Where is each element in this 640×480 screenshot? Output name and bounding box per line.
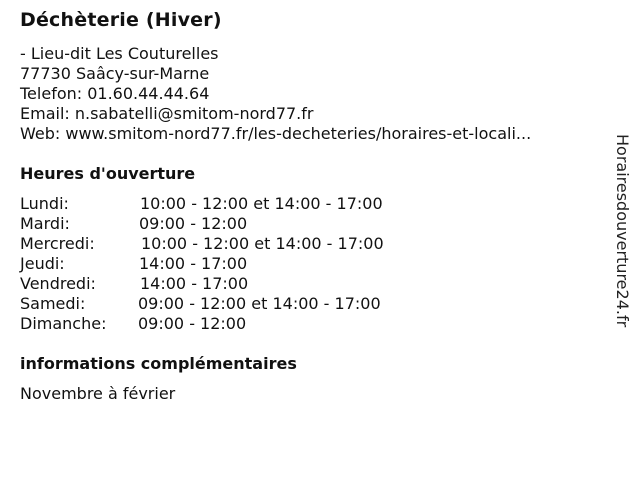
day-label: Samedi: <box>20 294 86 313</box>
day-label: Vendredi: <box>20 274 96 293</box>
day-hours: 10:00 - 12:00 et 14:00 - 17:00 <box>141 234 384 253</box>
day-label: Mercredi: <box>20 234 95 253</box>
website-link[interactable]: Web: www.smitom-nord77.fr/les-decheteries/horaires-et-locali... <box>20 124 532 143</box>
address-block <box>20 44 531 144</box>
day-hours: 14:00 - 17:00 <box>140 274 249 293</box>
day-label: Jeudi: <box>20 254 65 273</box>
site-watermark: Horairesdouverture24.fr <box>613 134 632 328</box>
day-hours: 10:00 - 12:00 et 14:00 - 17:00 <box>140 194 383 213</box>
page-title: Déchèterie (Hiver) <box>20 9 222 31</box>
additional-info-heading: informations complémentaires <box>20 354 297 373</box>
day-hours: 09:00 - 12:00 <box>138 314 247 333</box>
day-label: Mardi: <box>20 214 70 233</box>
day-hours: 09:00 - 12:00 <box>139 214 248 233</box>
additional-info-text: Novembre à février <box>20 384 176 403</box>
day-label: Dimanche: <box>20 314 107 333</box>
email-address: Email: n.sabatelli@smitom-nord77.fr <box>20 104 314 123</box>
street-address: - Lieu-dit Les Couturelles <box>20 44 219 63</box>
day-hours: 14:00 - 17:00 <box>139 254 248 273</box>
opening-hours-heading: Heures d'ouverture <box>20 164 196 183</box>
day-hours: 09:00 - 12:00 et 14:00 - 17:00 <box>138 294 381 313</box>
day-label: Lundi: <box>20 194 69 213</box>
phone-number: Telefon: 01.60.44.44.64 <box>20 84 210 103</box>
city-address: 77730 Saâcy-sur-Marne <box>20 64 210 83</box>
